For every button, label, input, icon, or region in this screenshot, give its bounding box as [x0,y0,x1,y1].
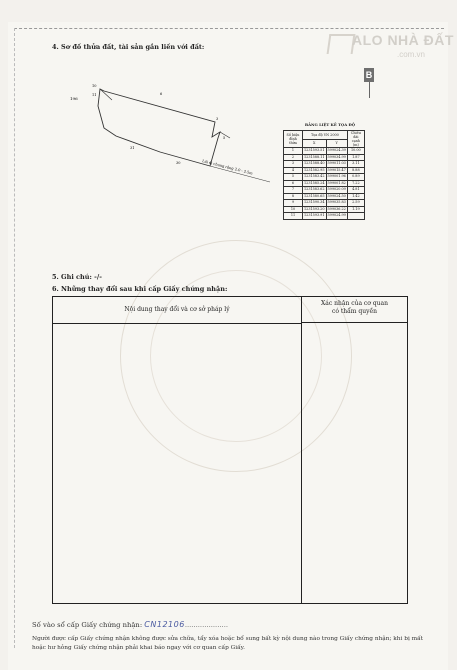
registry-number-line [32,620,228,629]
coord-cell-x: 1231583.62 [304,187,325,191]
coord-cell-y: 599015.47 [327,167,346,172]
coord-cell-y: 599024.39 [327,148,346,152]
coord-cell-p: 5 [284,174,303,181]
coord-cell-x: 1231580.65 [304,193,325,198]
section6-title: 6. Những thay đổi sau khi cấp Giấy chứng nhận: [52,285,228,293]
changes-header-content: Nội dung thay đổi và cơ sở pháp lý [53,297,302,324]
coord-cell-l: 0.89 [347,174,364,181]
coord-cell-y: 599034.99 [327,154,346,159]
coord-cell-p: 4 [284,167,303,174]
plot-label-31: 31 [130,146,135,150]
confirmation-header-line1: Xác nhận của cơ quan [321,300,388,307]
coord-header-y: Y [326,139,347,148]
coord-cell-p: 9 [284,200,303,207]
coord-cell-y: 599020.09 [327,187,346,191]
coord-header-point: Số hiệu đỉnh thửa [284,131,303,148]
registry-dots: .................... [184,621,229,629]
changes-content-column [53,324,302,603]
coordinate-table [283,130,365,220]
coord-cell-l: 10.00 [347,148,364,155]
coord-cell-x: 1231590.34 [304,200,325,204]
section5-note: 5. Ghi chú: -/- [52,273,102,281]
coord-cell-l: 3.11 [347,161,364,168]
neighbor-boundary-line [100,89,112,100]
coord-header-x: X [303,139,327,148]
plot-label-30: 30 [176,161,181,165]
coord-cell-p: 3 [284,161,303,168]
plot-label-10: 10 [92,84,97,88]
north-marker-line [369,82,370,98]
land-plot-diagram [60,78,280,188]
legal-notice: Người được cấp Giấy chứng nhận không được sửa chữa, tẩy xóa hoặc bổ sung bất kỳ nội dung nào trong Giấy chứng nhận; khi bị mất hoặc hư hỏng Giấy chứng nhận phải khai báo ngay với cơ quan cấp Giấy. [32,636,424,651]
coord-cell-p: 10 [284,206,303,213]
coord-cell-x: 1231588.40 [304,161,325,165]
coord-cell-l: 1.42 [347,193,364,200]
coord-header-length: Chiều dài cạnh (m) [347,131,364,148]
changes-header-confirmation [302,297,407,323]
coord-cell-p: 2 [284,154,303,161]
plot-label-3: 3 [216,117,219,121]
coord-cell-x: 1231593.20 [304,206,325,211]
coord-cell-l: 4.81 [347,187,364,194]
coord-cell-y: 599024.50 [327,193,346,198]
coord-cell-l: 1.87 [347,154,364,161]
logo-domain-text: .com.vn [397,50,426,59]
plot-label-196: 196 [70,96,78,101]
land-parcel-outline [98,89,220,166]
coord-cell-y: 599001.96 [327,174,346,178]
registry-number-value: CN12106 [144,620,185,629]
coord-header-system: Tọa độ VN 2000 [303,131,348,140]
plot-label-5: 5 [223,136,226,140]
coord-cell-l: 1.19 [347,206,364,213]
changes-table [52,296,408,604]
coord-cell-p: 7 [284,187,303,194]
coord-cell-x: 1231582.95 [304,167,325,172]
logo-brand-text: ALO NHÀ ĐẤT [352,32,454,48]
coord-cell-p: 8 [284,193,303,200]
coord-cell-x: 1231593.91 [304,213,325,217]
coord-cell-y: 599001.82 [327,180,346,185]
alo-nha-dat-logo [322,28,452,68]
coord-cell-y: 599011.03 [327,161,346,165]
coord-cell-p: 1 [284,148,303,155]
coord-cell-x: 1231583.42 [304,174,325,178]
coord-cell-l [347,213,364,220]
coord-cell-x: 1231593.51 [304,148,325,152]
coord-cell-x: 1231588.11 [304,154,325,159]
coord-cell-p: 11 [284,213,303,220]
confirmation-header-line2: có thẩm quyền [331,308,378,315]
coord-cell-l: 7.22 [347,180,364,187]
coord-cell-y: 599035.83 [327,200,346,204]
coordinate-table-title: BẢNG LIỆT KÊ TỌA ĐỘ [304,122,356,127]
north-marker: B [365,70,373,80]
road-label: Lối đi chung rộng 2.0 - 2.5m [201,159,254,176]
plot-label-6: 6 [160,92,163,96]
coord-cell-l: 2.59 [347,200,364,207]
coord-cell-p: 6 [284,180,303,187]
coord-row [284,213,365,220]
coord-cell-y: 599036.22 [327,206,346,211]
left-dashed-border [14,28,16,648]
coord-cell-y: 599024.99 [327,213,346,217]
section4-title: 4. Sơ đồ thửa đất, tài sản gắn liền với đất: [52,43,205,51]
coord-cell-x: 1231585.24 [304,180,325,185]
coord-cell-l: 8.88 [347,167,364,174]
plot-label-11: 11 [92,93,97,97]
registry-number-label: Số vào sổ cấp Giấy chứng nhận: [32,621,143,629]
